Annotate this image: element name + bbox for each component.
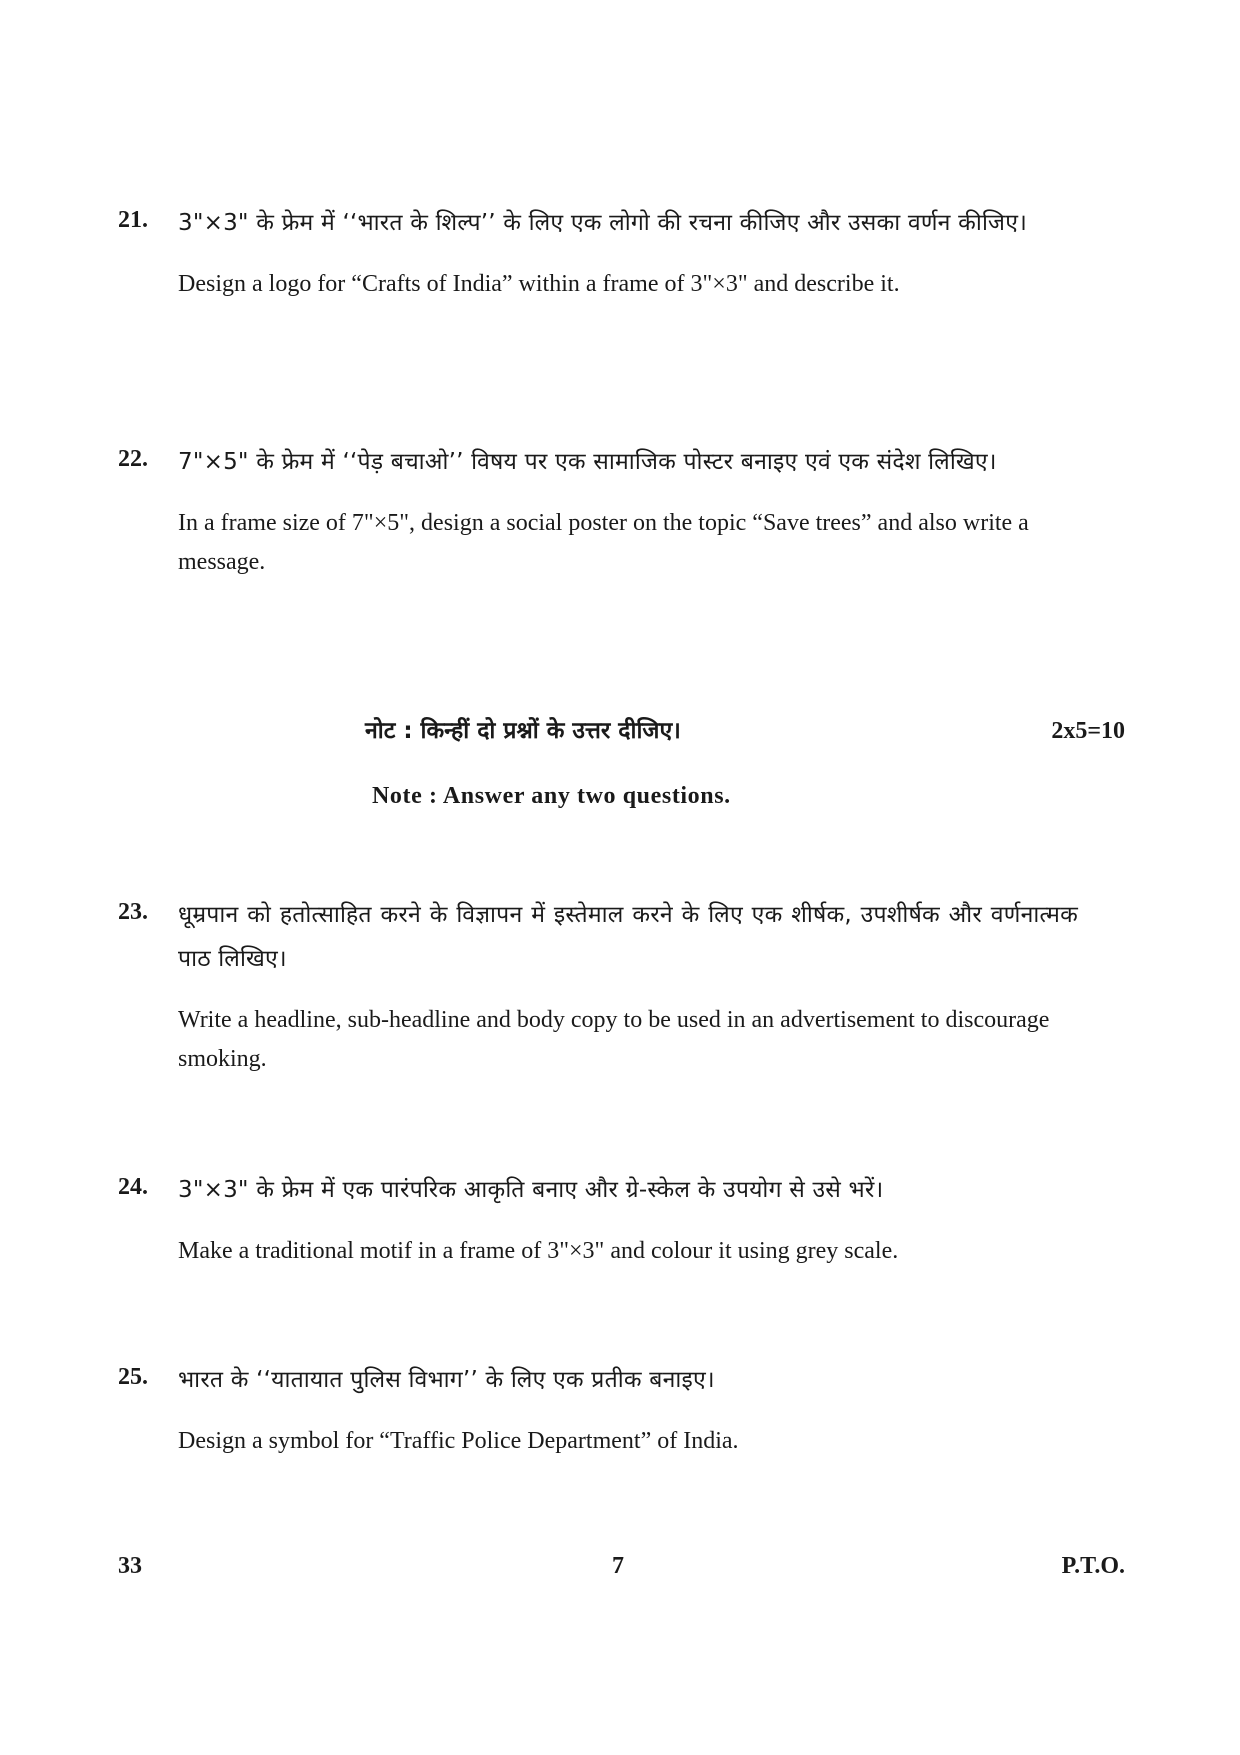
please-turn-over: P.T.O. <box>1061 1553 1125 1579</box>
question-text-english: Write a headline, sub-headline and body copy to be used in an advertisement to discourage smoking. <box>178 1007 1050 1072</box>
marks-allocation: 2x5=10 <box>1051 718 1125 744</box>
question-text-hindi: 7"×5" के फ्रेम में ‘‘पेड़ बचाओ’’ विषय पर एक सामाजिक पोस्टर बनाइए एवं एक संदेश लिखिए। <box>178 449 997 475</box>
question-number: 22. <box>118 446 148 472</box>
question-21 <box>118 201 1078 304</box>
note-english: Note : Answer any two questions. <box>372 783 731 809</box>
question-text-hindi: 3"×3" के फ्रेम में ‘‘भारत के शिल्प’’ के लिए एक लोगो की रचना कीजिए और उसका वर्णन कीजिए। <box>178 210 1028 236</box>
question-text-english: Design a symbol for “Traffic Police Department” of India. <box>178 1428 739 1454</box>
question-22 <box>118 440 1078 582</box>
question-text-english: Make a traditional motif in a frame of 3"×3" and colour it using grey scale. <box>178 1238 899 1264</box>
question-text-hindi: 3"×3" के फ्रेम में एक पारंपरिक आकृति बनाए और ग्रे-स्केल के उपयोग से उसे भरें। <box>178 1177 884 1203</box>
page-number: 7 <box>612 1553 624 1579</box>
note-hindi: नोट : किन्हीं दो प्रश्नों के उत्तर दीजिए। <box>365 718 681 744</box>
question-number: 23. <box>118 899 148 925</box>
question-23 <box>118 893 1078 1079</box>
question-24 <box>118 1168 1078 1271</box>
paper-code: 33 <box>118 1553 142 1579</box>
question-text-hindi: धूम्रपान को हतोत्साहित करने के विज्ञापन में इस्तेमाल करने के लिए एक शीर्षक, उपशीर्षक और वर्णनात्मक पाठ लिखिए। <box>178 902 1078 972</box>
question-text-hindi: भारत के ‘‘यातायात पुलिस विभाग’’ के लिए एक प्रतीक बनाइए। <box>178 1367 715 1393</box>
question-25 <box>118 1358 1078 1461</box>
question-number: 21. <box>118 207 148 233</box>
question-number: 25. <box>118 1364 148 1390</box>
question-text-english: In a frame size of 7"×5", design a social poster on the topic “Save trees” and also write a message. <box>178 510 1029 575</box>
question-text-english: Design a logo for “Crafts of India” within a frame of 3"×3" and describe it. <box>178 271 900 297</box>
question-number: 24. <box>118 1174 148 1200</box>
